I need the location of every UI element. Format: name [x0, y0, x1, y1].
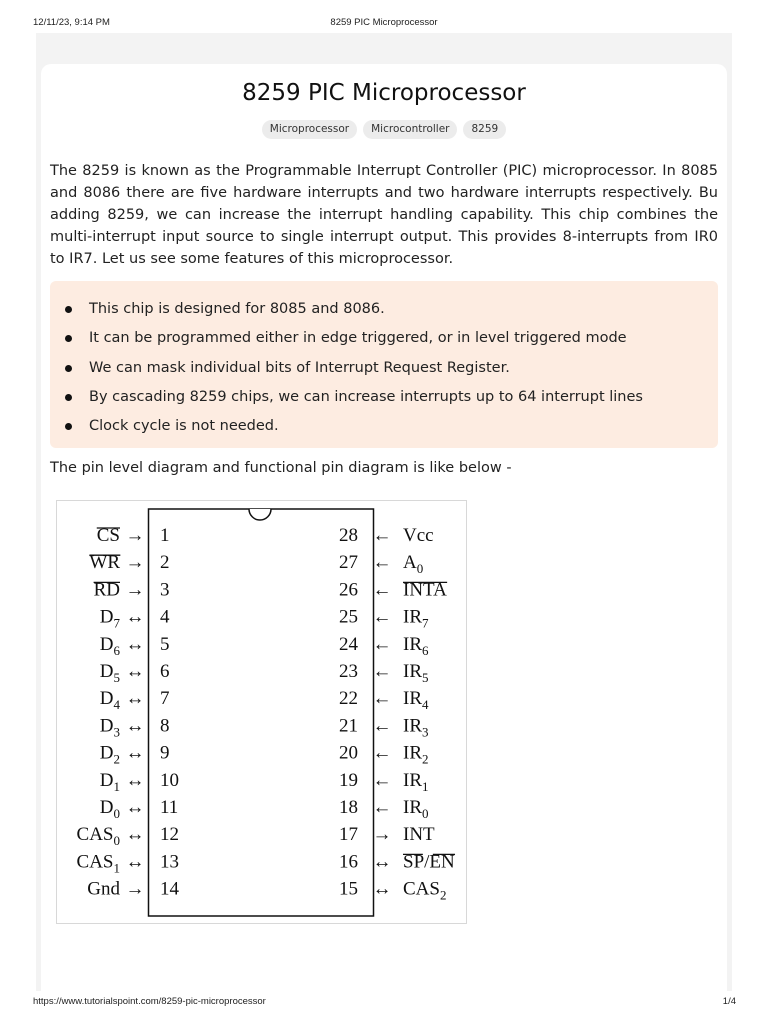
pin-number-left: 10 [160, 769, 179, 791]
pin-diagram-svg [57, 501, 468, 925]
features-box [50, 281, 718, 448]
pin-label-left: CS [96, 525, 120, 546]
tag-microprocessor[interactable]: Microprocessor [262, 120, 357, 139]
pin-arrow-left: → [125, 525, 145, 546]
pin-arrow-right: ← [372, 769, 392, 791]
pin-arrow-right: ↔ [372, 851, 392, 873]
article-title: 8259 PIC Microprocessor [242, 80, 526, 106]
feature-text: This chip is designed for 8085 and 8086. [89, 301, 385, 317]
pin-arrow-left: → [125, 579, 145, 601]
print-page-count: 1/4 [722, 996, 736, 1007]
pin-number-left: 9 [160, 742, 170, 764]
pin-arrow-left: ↔ [125, 661, 145, 682]
pin-label-right: $IR_5$ [403, 661, 429, 685]
pin-number-left: 3 [160, 579, 170, 601]
pin-arrow-right: ← [372, 715, 392, 737]
pin-number-left: 7 [160, 688, 170, 710]
pin-label-left: RD [93, 579, 120, 601]
print-footer [0, 996, 768, 1016]
pin-number-right: 23 [339, 661, 358, 682]
pin-arrow-left: ↔ [125, 851, 145, 873]
features-list [50, 281, 718, 441]
pin-label-right: $CAS_2$ [403, 878, 447, 903]
pin-label-right: SP/EN [403, 851, 455, 873]
print-datetime: 12/11/23, 9:14 PM [33, 17, 110, 28]
pin-label-right: INT [403, 824, 435, 846]
bullet-icon [65, 306, 72, 313]
bullet-icon [65, 394, 72, 401]
feature-text: Clock cycle is not needed. [89, 418, 279, 435]
pin-number-right: 28 [339, 525, 358, 546]
bullet-icon [65, 365, 72, 372]
pin-number-right: 20 [339, 742, 358, 764]
pin-number-left: 13 [160, 851, 179, 873]
pin-label-left: Gnd [87, 878, 120, 900]
pin-arrow-left: ↔ [125, 606, 145, 628]
pin-arrow-left: ↔ [125, 824, 145, 846]
pin-number-right: 24 [339, 633, 358, 655]
diagram-lead-text: The pin level diagram and functional pin diagram is like below - [50, 460, 512, 476]
pin-label-left: WR [89, 552, 120, 574]
pin-arrow-right: ← [372, 633, 392, 655]
tag-microcontroller[interactable]: Microcontroller [363, 120, 457, 139]
pin-label-left: $CAS_0$ [76, 824, 120, 849]
pin-label-left: $D_1$ [99, 769, 120, 794]
pin-label-left: $D_7$ [99, 606, 120, 631]
pin-label-left: $D_2$ [99, 742, 120, 767]
pin-arrow-right: ← [372, 797, 392, 818]
bullet-icon [65, 423, 72, 430]
pin-arrow-right: ↔ [372, 878, 392, 900]
pin-arrow-right: → [372, 824, 392, 846]
pin-number-left: 12 [160, 824, 179, 846]
pin-arrow-right: ← [372, 688, 392, 710]
pin-number-left: 1 [160, 525, 170, 546]
list-item [50, 295, 718, 324]
pin-number-left: 6 [160, 661, 170, 682]
list-item [50, 383, 718, 412]
pin-number-right: 26 [339, 579, 358, 601]
pin-label-right: $IR_7$ [403, 606, 429, 631]
feature-text: We can mask individual bits of Interrupt Request Register. [89, 359, 510, 376]
print-url: https://www.tutorialspoint.com/8259-pic-microprocessor [33, 996, 266, 1007]
pin-arrow-right: ← [372, 606, 392, 628]
pin-number-right: 22 [339, 688, 358, 710]
feature-text: It can be programmed either in edge triggered, or in level triggered mode [89, 330, 627, 347]
pin-number-left: 5 [160, 633, 170, 655]
list-item [50, 324, 718, 353]
pin-label-left: $D_3$ [99, 715, 120, 740]
intro-paragraph: The 8259 is known as the Programmable Interrupt Controller (PIC) microprocessor. In 8085 and 8086 there are five hardware interrupts and two hardware interrupts respectively. Bu adding 8259, we can increase the interrupt handling capability. This chip combines the multi-interrupt input source to single interrupt output. This provides 8-interrupts from IR0 to IR7. Let us see some features of this microprocessor. [50, 163, 718, 267]
pin-label-right: INTA [403, 579, 447, 601]
pin-number-right: 16 [339, 851, 358, 873]
pin-number-left: 14 [160, 878, 179, 900]
pin-label-right: $IR_2$ [403, 742, 429, 767]
pin-arrow-right: ← [372, 661, 392, 682]
pin-number-left: 11 [160, 797, 179, 818]
tag-list [0, 120, 768, 139]
pin-label-right: $IR_3$ [403, 715, 429, 740]
pin-label-left: $D_6$ [99, 633, 120, 658]
pin-arrow-left: → [125, 878, 145, 900]
tag-8259[interactable]: 8259 [463, 120, 506, 139]
pin-number-right: 15 [339, 878, 358, 900]
print-page-title: 8259 PIC Microprocessor [330, 17, 438, 28]
chip-notch [249, 509, 271, 520]
pin-arrow-left: → [125, 552, 145, 574]
pin-arrow-left: ↔ [125, 688, 145, 710]
pin-label-right: Vcc [403, 525, 434, 546]
pin-arrow-left: ↔ [125, 633, 145, 655]
pin-arrow-left: ↔ [125, 797, 145, 818]
pin-arrow-right: ← [372, 525, 392, 546]
pin-number-right: 17 [339, 824, 358, 846]
pin-arrow-left: ↔ [125, 769, 145, 791]
pin-arrow-right: ← [372, 742, 392, 764]
pin-label-right: $IR_4$ [403, 688, 429, 713]
pin-number-right: 27 [339, 552, 358, 574]
pin-number-left: 4 [160, 606, 170, 628]
feature-text: By cascading 8259 chips, we can increase interrupts up to 64 interrupt lines [89, 388, 643, 405]
pin-label-right: $IR_0$ [403, 797, 429, 821]
pin-label-left: $D_5$ [99, 661, 120, 685]
pin-number-left: 8 [160, 715, 170, 737]
pin-label-right: $A_0$ [403, 552, 424, 577]
pin-diagram [56, 500, 467, 924]
pin-arrow-right: ← [372, 552, 392, 574]
pin-number-right: 18 [339, 797, 358, 818]
pin-number-right: 21 [339, 715, 358, 737]
pin-label-left: $D_0$ [99, 797, 120, 821]
pin-label-right: $IR_6$ [403, 633, 429, 658]
pin-number-right: 25 [339, 606, 358, 628]
pin-label-right: $IR_1$ [403, 769, 429, 794]
pin-arrow-right: ← [372, 579, 392, 601]
pin-label-left: $D_4$ [99, 688, 120, 713]
pin-number-left: 2 [160, 552, 170, 574]
pin-arrow-left: ↔ [125, 742, 145, 764]
pin-number-right: 19 [339, 769, 358, 791]
bullet-icon [65, 335, 72, 342]
list-item [50, 354, 718, 383]
pin-label-left: $CAS_1$ [76, 851, 120, 876]
pin-arrow-left: ↔ [125, 715, 145, 737]
list-item [50, 412, 718, 441]
